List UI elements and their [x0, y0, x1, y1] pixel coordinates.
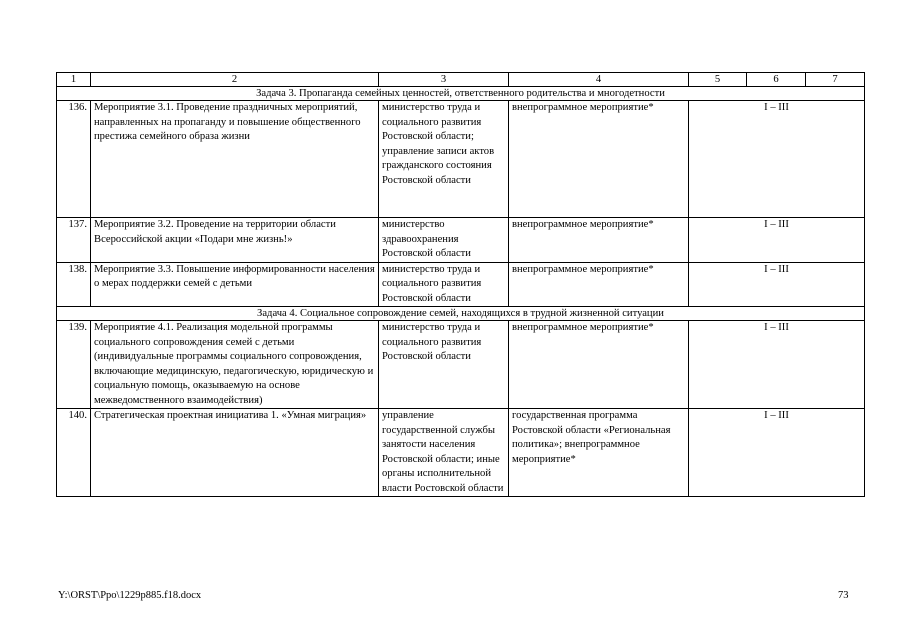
table-row [57, 218, 865, 263]
section-title: Задача 4. Социальное сопровождение семей, находящихся в трудной жизненной ситуации [57, 307, 865, 321]
header-cell: 6 [747, 73, 806, 87]
executor-cell: министерство труда и социального развития Ростовской области; управление записи актов гражданского состояния Ростовской области [379, 101, 509, 218]
section-title: Задача 3. Пропаганда семейных ценностей, ответственного родительства и многодетности [57, 87, 865, 101]
footer-file-path: Y:\ORST\Ppo\1229p885.f18.docx [58, 590, 202, 601]
row-number: 136. [57, 101, 91, 218]
source-cell: внепрограммное мероприятие* [509, 218, 689, 263]
header-cell: 5 [689, 73, 747, 87]
event-cell: Мероприятие 4.1. Реализация модельной программы социального сопровождения семей с детьми (индивидуальные программы социального сопровождения, включающие медицинскую, педагогическую, юридическую и социальную помощь, оказываемую на основе межведомственного взаимодействия) [91, 321, 379, 409]
source-cell: государственная программа Ростовской области «Региональная политика»; внепрограммное мероприятие* [509, 409, 689, 497]
event-cell: Стратегическая проектная инициатива 1. «Умная миграция» [91, 409, 379, 497]
executor-cell: управление государственной службы занятости населения Ростовской области; иные органы исполнительной власти Ростовской области [379, 409, 509, 497]
table-row [57, 321, 865, 409]
table-row [57, 101, 865, 218]
event-cell: Мероприятие 3.2. Проведение на территории области Всероссийской акции «Подари мне жизнь!» [91, 218, 379, 263]
source-cell: внепрограммное мероприятие* [509, 101, 689, 218]
header-cell: 2 [91, 73, 379, 87]
executor-cell: министерство труда и социального развития Ростовской области [379, 262, 509, 307]
header-cell: 7 [806, 73, 865, 87]
header-cell: 3 [379, 73, 509, 87]
table-row [57, 262, 865, 307]
period-cell: I – III [689, 321, 865, 409]
page-number: 73 [838, 590, 849, 601]
executor-cell: министерство труда и социального развития Ростовской области [379, 321, 509, 409]
period-cell: I – III [689, 409, 865, 497]
row-number: 139. [57, 321, 91, 409]
row-number: 140. [57, 409, 91, 497]
period-cell: I – III [689, 218, 865, 263]
period-cell: I – III [689, 262, 865, 307]
header-row [57, 73, 865, 87]
period-cell: I – III [689, 101, 865, 218]
section-row [57, 87, 865, 101]
executor-cell: министерство здравоохранения Ростовской области [379, 218, 509, 263]
section-row [57, 307, 865, 321]
header-cell: 4 [509, 73, 689, 87]
measures-table [56, 72, 865, 497]
header-cell: 1 [57, 73, 91, 87]
event-cell: Мероприятие 3.1. Проведение праздничных мероприятий, направленных на пропаганду и повышение общественного престижа семейного образа жизни [91, 101, 379, 218]
table-row [57, 409, 865, 497]
source-cell: внепрограммное мероприятие* [509, 321, 689, 409]
row-number: 138. [57, 262, 91, 307]
row-number: 137. [57, 218, 91, 263]
source-cell: внепрограммное мероприятие* [509, 262, 689, 307]
event-cell: Мероприятие 3.3. Повышение информированности населения о мерах поддержки семей с детьми [91, 262, 379, 307]
